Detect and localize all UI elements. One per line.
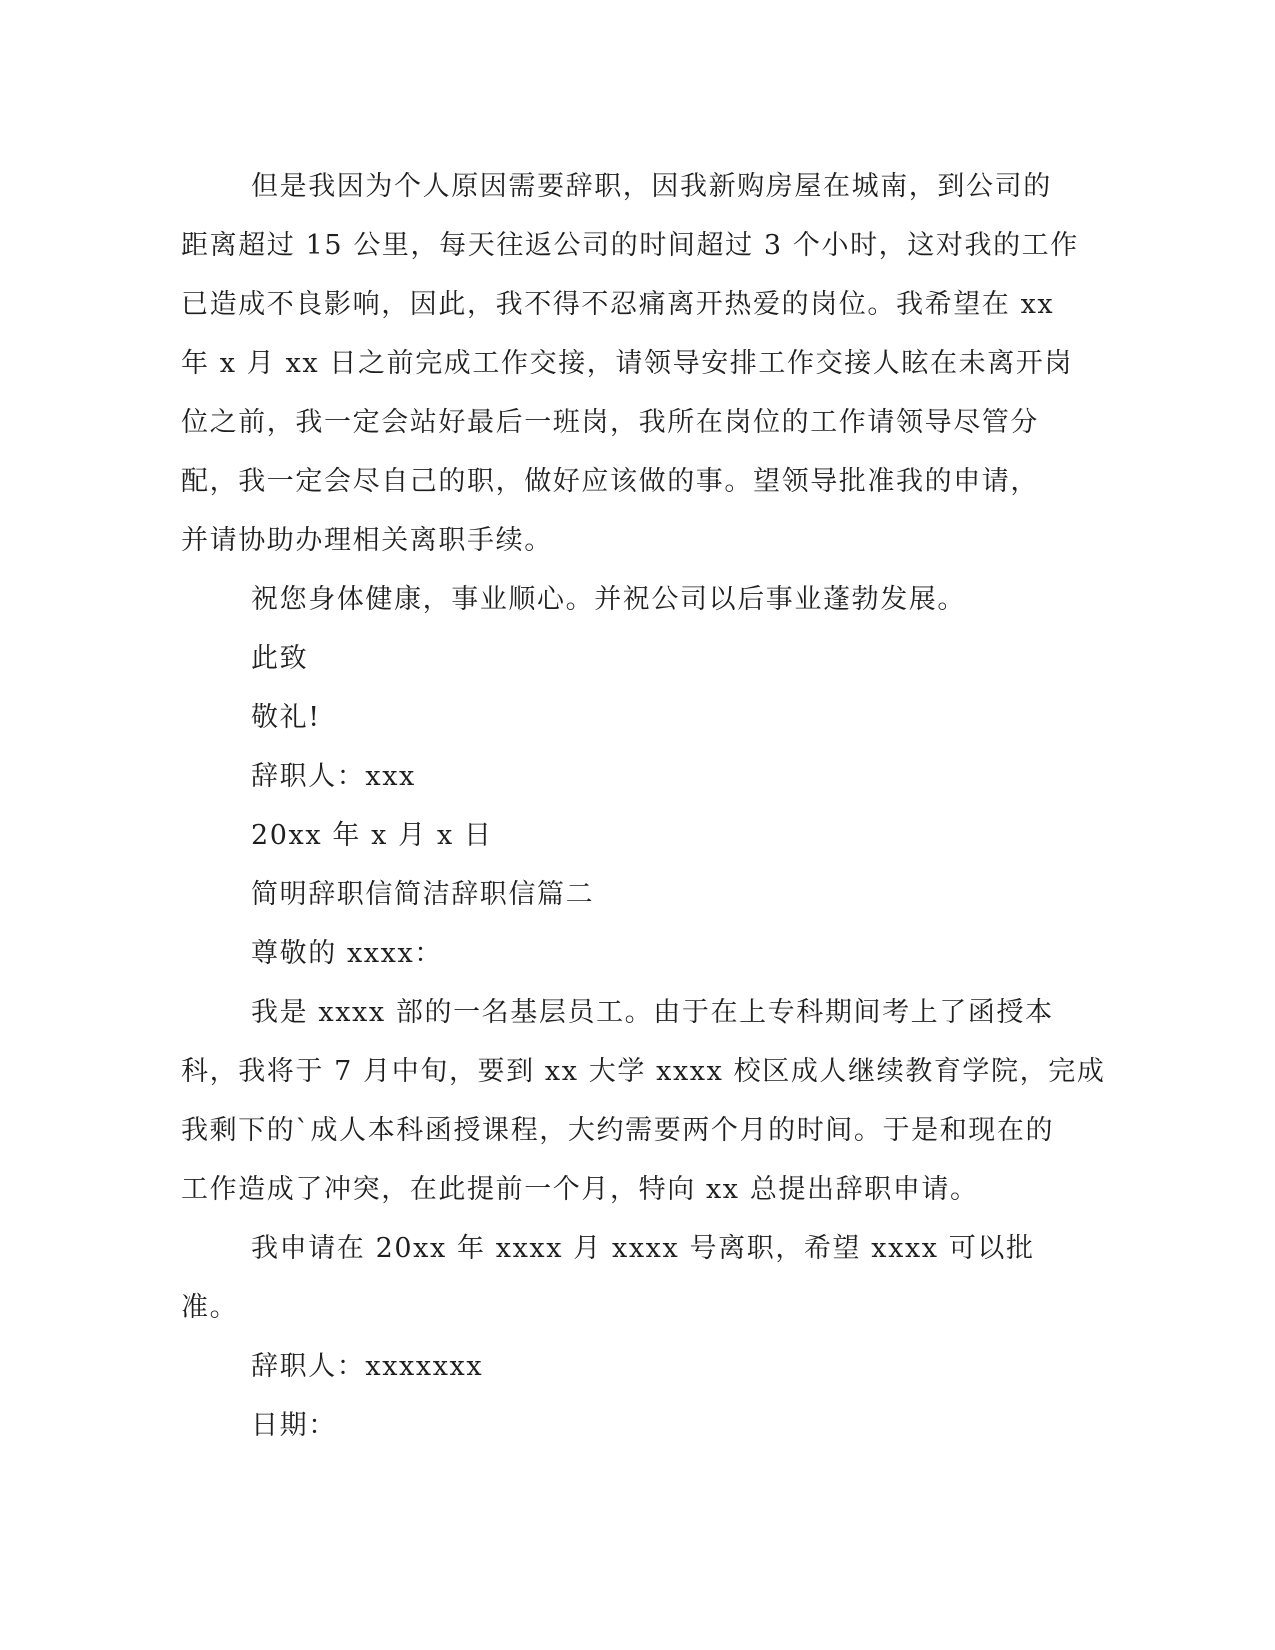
request-text: 我申请在 20xx 年 xxxx 月 xxxx 号离职，希望 xxxx 可以批准。	[181, 1233, 1035, 1323]
paragraph-line: 科，我将于 7 月中旬，要到 xx 大学 xxxx 校区成人继续教育学院，完成	[181, 1056, 1106, 1087]
date-label: 日期：	[251, 1410, 337, 1441]
paragraph-line: 我剩下的`成人本科函授课程，大约需要两个月的时间。于是和现在的	[181, 1115, 1055, 1146]
closing-salute: 敬礼!	[251, 702, 321, 733]
closing-phrase: 此致	[251, 643, 309, 674]
date-line: 20xx 年 x 月 x 日	[251, 820, 493, 851]
paragraph-line: 工作造成了冲突，在此提前一个月，特向 xx 总提出辞职申请。	[181, 1174, 979, 1205]
paragraph-line: 但是我因为个人原因需要辞职，因我新购房屋在城南，到公司的	[251, 171, 1052, 202]
signer-line-2: 辞职人：xxxxxxx	[251, 1351, 484, 1382]
resignation-reason-paragraph	[181, 157, 1079, 570]
paragraph-line: 位之前，我一定会站好最后一班岗，我所在岗位的工作请领导尽管分	[181, 407, 1039, 438]
salutation: 尊敬的 xxxx：	[251, 938, 443, 969]
paragraph-line: 我是 xxxx 部的一名基层员工。由于在上专科期间考上了函授本	[251, 997, 1054, 1028]
document-body	[181, 157, 1106, 1455]
paragraph-line: 配，我一定会尽自己的职，做好应该做的事。望领导批准我的申请，	[181, 466, 1039, 497]
paragraph-line: 已造成不良影响，因此，我不得不忍痛离开热爱的岗位。我希望在 xx	[181, 289, 1055, 320]
paragraph-line: 并请协助办理相关离职手续。	[181, 525, 553, 556]
paragraph-line: 年 x 月 xx 日之前完成工作交接，请领导安排工作交接人眩在未离开岗	[181, 348, 1074, 379]
signer-line: 辞职人：xxx	[251, 761, 416, 792]
resignation-reason-paragraph-2	[181, 983, 1106, 1219]
paragraph-line: 距离超过 15 公里，每天往返公司的时间超过 3 个小时，这对我的工作	[181, 230, 1079, 261]
section-title: 简明辞职信简洁辞职信篇二	[251, 879, 595, 910]
wishes-text: 祝您身体健康，事业顺心。并祝公司以后事业蓬勃发展。	[251, 584, 966, 615]
